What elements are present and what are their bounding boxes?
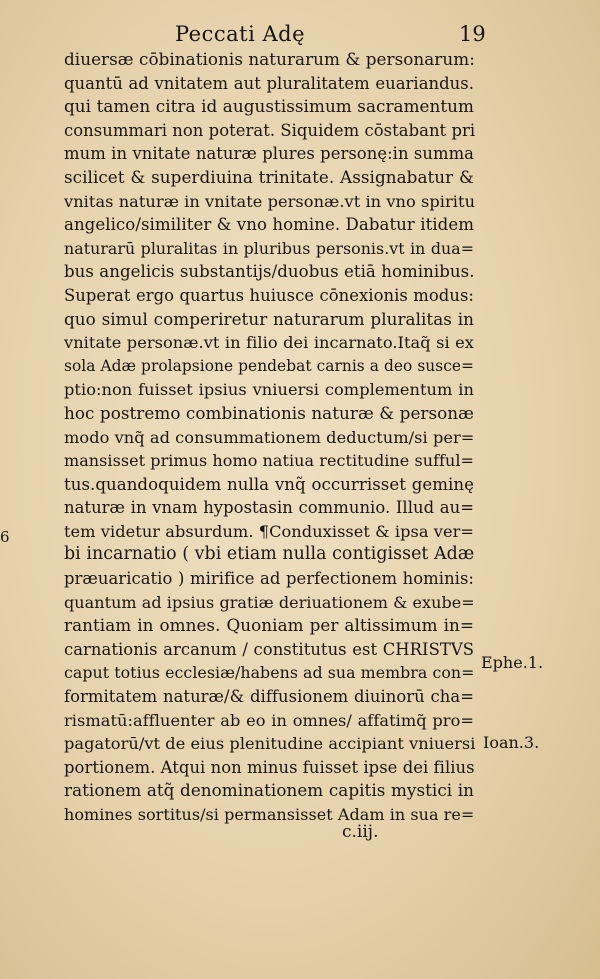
text-line: vnitate personæ.vt in filio dei incarnato.Itaq̃ si ex <box>64 333 474 353</box>
body-text <box>64 48 474 827</box>
text-line: ptio:non fuisset ipsius vniuersi complementum in <box>64 380 474 400</box>
text-line: rismatū:affluenter ab eo in omnes/ affatimq̃ pro= <box>64 710 474 730</box>
text-line: quantum ad ipsius gratiæ deriuationem & exube= <box>64 592 475 612</box>
page-number: 19 <box>459 22 486 46</box>
text-line: modo vnq̃ ad consummationem deductum/si per= <box>64 427 475 447</box>
text-line: tem videtur absurdum. ¶Conduxisset & ipsa ver= <box>64 521 474 541</box>
signature-mark: c.iij. <box>342 822 379 842</box>
margin-note-numeral: 6 <box>0 528 10 546</box>
text-line: portionem. Atqui non minus fuisset ipse dei filius <box>64 757 475 777</box>
text-line: Superat ergo quartus huiusce cōnexionis modus: <box>64 285 474 305</box>
text-line: vnitas naturæ in vnitate personæ.vt in vno spiritu <box>64 191 476 211</box>
margin-note-john: Ioan.3. <box>483 733 540 752</box>
text-line: mum in vnitate naturæ plures personę:in summa <box>64 144 474 164</box>
text-line: hoc postremo combinationis naturæ & personæ <box>64 402 474 423</box>
text-line: homines sortitus/si permansisset Adam in sua re= <box>64 805 475 824</box>
text-line: tus.quandoquidem nulla vnq̃ occurrisset geminę <box>64 474 474 494</box>
text-line: quantū ad vnitatem aut pluralitatem euariandus. <box>64 73 474 93</box>
text-line: rantiam in omnes. Quoniam per altissimum in= <box>64 615 474 636</box>
text-line: qui tamen citra id augustissimum sacramentum <box>64 96 474 117</box>
text-line: consummari non poterat. Siquidem cōstabant pri <box>64 120 476 140</box>
margin-note-ephesians: Ephe.1. <box>481 653 544 672</box>
text-line: mansisset primus homo natiua rectitudine sufful= <box>64 451 474 471</box>
text-line: formitatem naturæ/& diffusionem diuinorū cha= <box>64 687 474 707</box>
text-line: scilicet & superdiuina trinitate. Assignabatur & <box>64 166 474 187</box>
page-header <box>0 22 600 48</box>
text-line: bi incarnatio ( vbi etiam nulla contigisset Adæ <box>64 544 475 565</box>
text-line: diuersæ cōbinationis naturarum & personarum: <box>64 49 475 69</box>
text-line: carnationis arcanum / constitutus est CHRISTVS <box>64 639 474 659</box>
text-line: naturarū pluralitas in pluribus personis.vt in dua= <box>64 238 474 258</box>
text-line: caput totius ecclesiæ/habens ad sua membra con= <box>64 663 475 683</box>
text-line: bus angelicis substantijs/duobus etiā hominibus. <box>64 262 475 282</box>
text-line: pagatorū/vt de eius plenitudine accipiant vniuersi <box>64 734 476 754</box>
text-line: quo simul comperiretur naturarum pluralitas in <box>64 308 474 329</box>
running-title: Peccati Adę <box>175 22 306 46</box>
text-line: rationem atq̃ denominationem capitis mystici in <box>64 780 474 801</box>
text-line: angelico/similiter & vno homine. Dabatur itidem <box>64 215 474 235</box>
text-line: naturæ in vnam hypostasin communio. Illud au= <box>64 498 474 518</box>
text-line: præuaricatio ) mirifice ad perfectionem hominis: <box>64 569 474 589</box>
text-line: sola Adæ prolapsione pendebat carnis a deo susce= <box>64 356 474 375</box>
